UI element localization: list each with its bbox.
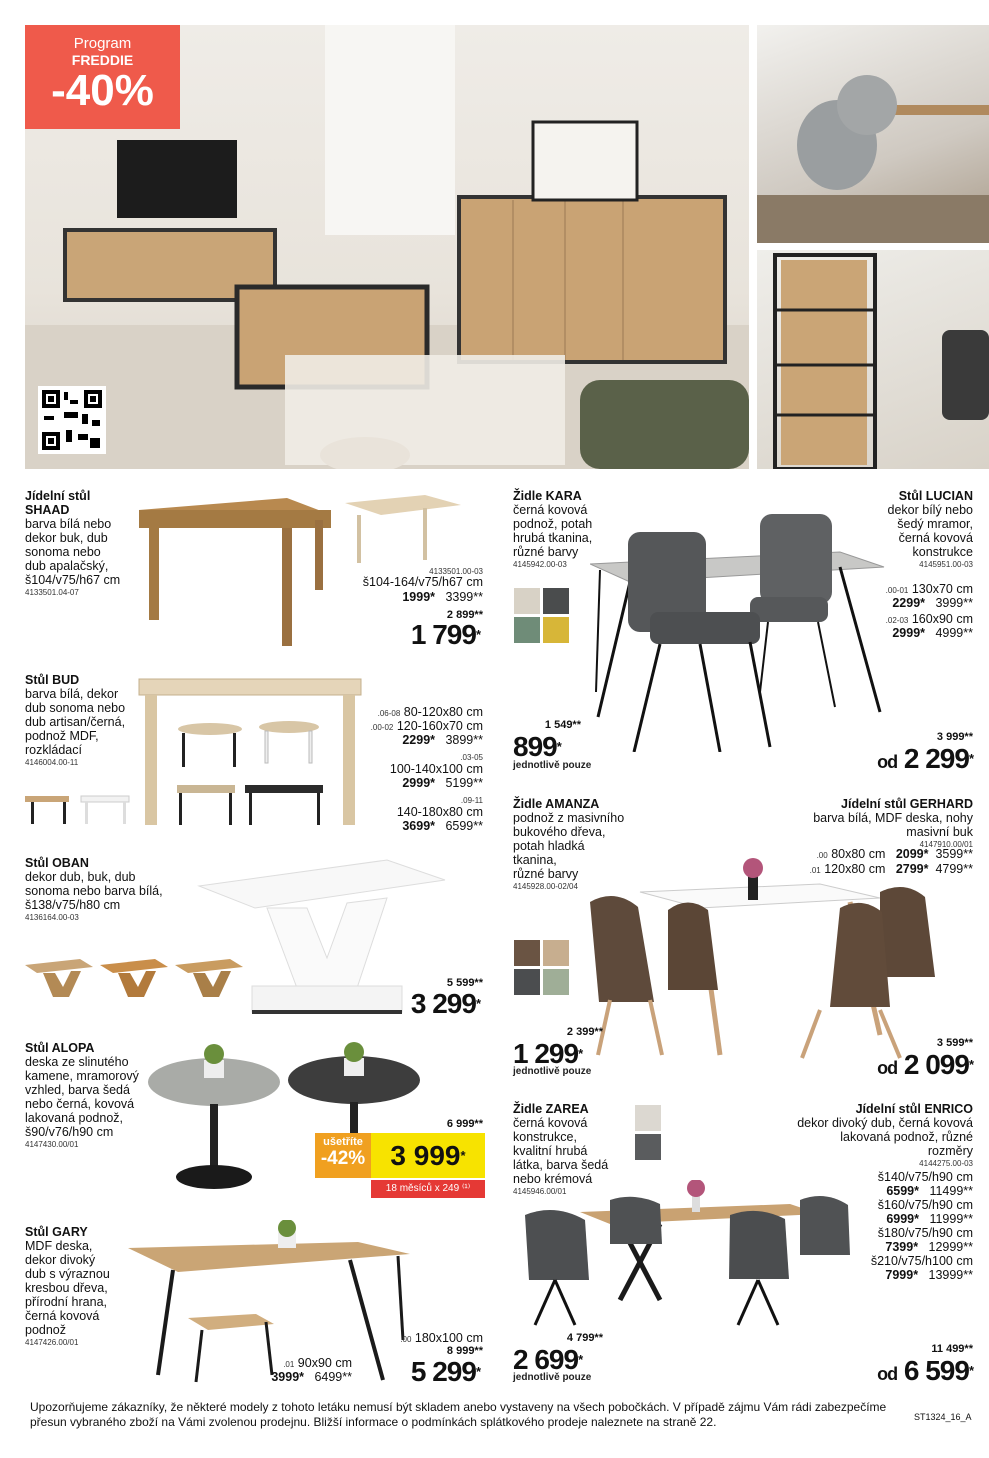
qr-code-icon	[42, 390, 102, 450]
amanza-gerhard-image	[580, 850, 950, 1060]
oban-variants-image	[25, 955, 250, 1005]
product-desc: dekor dub, buk, dub sonoma nebo barva bílá, š138/v75/h80 cm	[25, 870, 163, 912]
kara-note: jednotlivě pouze	[513, 760, 592, 771]
bud-code-3: .03-05	[460, 753, 483, 762]
product-title: Stůl GARY	[25, 1225, 88, 1239]
enrico-price-4: 7999* 13999**	[885, 1268, 973, 1282]
amanza-old-price: 2 399**	[566, 1026, 603, 1038]
zarea-old-price: 4 799**	[566, 1332, 603, 1344]
chairs-photo	[757, 25, 989, 243]
product-desc: podnož z masivního bukového dřeva, potah hladká tkanina, různé barvy	[513, 811, 625, 881]
product-desc: barva bílá, MDF deska, nohy masivní buk	[813, 811, 973, 839]
color-swatch[interactable]	[543, 940, 569, 966]
badge-program: Program	[73, 35, 132, 52]
product-title: Stůl ALOPA	[25, 1041, 95, 1055]
lucian-size-1: .00-01 130x70 cm	[885, 582, 973, 596]
amanza-note: jednotlivě pouze	[513, 1066, 592, 1077]
product-title: Jídelní stůl SHAAD	[25, 489, 91, 517]
bud-size-2: .00-02 120-160x70 cm	[370, 719, 483, 733]
shaad-size2: š104-164/v75/h67 cm	[362, 575, 483, 589]
product-code: 4133501.04-07	[25, 588, 79, 597]
bud-size-4: 140-180x80 cm	[396, 805, 483, 819]
bud-code-4: .09-11	[460, 796, 483, 805]
color-swatch[interactable]	[543, 617, 569, 643]
product-title: Židle AMANZA	[513, 797, 600, 811]
color-swatch[interactable]	[635, 1105, 661, 1131]
color-swatch[interactable]	[514, 588, 540, 614]
zarea-note: jednotlivě pouze	[513, 1372, 592, 1383]
bud-size-1: .06-08 80-120x80 cm	[377, 705, 483, 719]
product-code: 4147430.00/01	[25, 1140, 79, 1149]
enrico-price: od 6 599*	[877, 1355, 973, 1386]
shaad-extended-image	[345, 493, 463, 565]
color-swatch[interactable]	[514, 617, 540, 643]
product-code: 4145942.00-03	[513, 560, 567, 569]
enrico-old-price: 11 499**	[931, 1343, 973, 1355]
gerhard-row-2: .01 120x80 cm 2799* 4799**	[809, 862, 973, 876]
zarea-price: 2 699*	[513, 1344, 583, 1375]
shaad-code2: 4133501.00-03	[429, 567, 483, 576]
enrico-price-1: 6599* 11499**	[886, 1184, 973, 1198]
color-swatch[interactable]	[514, 940, 540, 966]
alopa-old-price: 6 999**	[446, 1118, 483, 1130]
bud-price-4: 3699* 6599**	[402, 819, 483, 833]
product-gerhard	[760, 797, 973, 850]
color-swatch[interactable]	[635, 1134, 661, 1160]
lucian-price-1: 2299* 3999**	[892, 596, 973, 610]
oban-price: 3 299*	[410, 988, 480, 1019]
installment-badge: 18 měsíců x 249 ⁽¹⁾	[371, 1180, 485, 1198]
product-desc: barva bílá, dekor dub sonoma nebo dub artisan/černá, podnož MDF, rozkládací	[25, 687, 126, 757]
product-code: 4136164.00-03	[25, 913, 79, 922]
gary-price-1: 3999* 6499**	[271, 1370, 352, 1384]
bud-price-3: 2999* 5199**	[402, 776, 483, 790]
color-swatch[interactable]	[543, 969, 569, 995]
lucian-size-2: .02-03 160x90 cm	[885, 612, 973, 626]
product-code: 4145928.00-02/04	[513, 882, 578, 891]
product-bud	[25, 673, 137, 768]
page-code: ST1324_16_A	[914, 1412, 972, 1422]
product-shaad	[25, 489, 137, 598]
product-code: 4147910.00/01	[919, 840, 973, 849]
color-swatch[interactable]	[514, 969, 540, 995]
gerhard-old-price: 3 599**	[936, 1037, 973, 1049]
footer-disclaimer: Upozorňujeme zákazníky, že některé modely z tohoto letáku nemusí být skladem anebo vystaveny na všech pobočkách. V případě zájmu Vám rádi zabezpečíme přesun vybraného zboží na Vámi zvolenou prodejnu. Bližší informace o podmínkách splátkového prodeje naleznete na straně 22.	[30, 1400, 887, 1429]
product-code: 4145946.00/01	[513, 1187, 567, 1196]
bud-size-3: 100-140x100 cm	[389, 762, 483, 776]
promo-badge	[25, 25, 180, 129]
product-desc: dekor divoký dub, černá kovová lakovaná podnož, různé rozměry	[797, 1116, 973, 1158]
oban-old-price: 5 599**	[446, 977, 483, 989]
lucian-price-2: 2999* 4999**	[892, 626, 973, 640]
product-code: 4145951.00-03	[919, 560, 973, 569]
gary-price: 5 299*	[410, 1356, 480, 1387]
product-desc: MDF deska, dekor divoký dub s výraznou kresbou dřeva, přírodní hrana, černá kovová podnož	[25, 1239, 110, 1337]
product-alopa	[25, 1041, 155, 1150]
zarea-enrico-image	[520, 1180, 865, 1330]
product-code: 4147426.00/01	[25, 1338, 79, 1347]
product-desc: deska ze slinutého kamene, mramorový vzhled, barva šedá nebo černá, kovová lakovaná podnož, š90/v76/h90 cm	[25, 1055, 139, 1139]
enrico-size-4: š210/v75/h100 cm	[870, 1254, 973, 1268]
gerhard-row-1: .00 80x80 cm 2099* 3599**	[816, 847, 973, 861]
gary-old-price: 8 999**	[446, 1345, 483, 1357]
product-lucian	[820, 489, 973, 570]
product-title: Stůl BUD	[25, 673, 80, 687]
lucian-price: od 2 299*	[877, 743, 973, 774]
gary-size-2: .00 180x100 cm	[400, 1331, 483, 1345]
enrico-price-3: 7399* 12999**	[885, 1240, 973, 1254]
product-desc: černá kovová podnož, potah hrubá tkanina, různé barvy	[513, 503, 593, 559]
shaad-price: 1 799*	[410, 619, 480, 650]
shaad-old-price: 2 899**	[446, 609, 483, 621]
product-title: Židle KARA	[513, 489, 582, 503]
gary-size-1: .01 90x90 cm	[283, 1356, 352, 1370]
shelf-photo	[757, 250, 989, 469]
product-code: 4144275.00-03	[919, 1159, 973, 1168]
save-badge: ušetříte -42%	[315, 1133, 371, 1178]
product-desc: barva bílá nebo dekor buk, dub sonoma nebo dub apalačský, š104/v75/h67 cm	[25, 517, 121, 587]
enrico-size-2: š160/v75/h90 cm	[877, 1198, 973, 1212]
product-title: Stůl OBAN	[25, 856, 89, 870]
kara-old-price: 1 549**	[544, 719, 581, 731]
product-title: Židle ZAREA	[513, 1102, 589, 1116]
badge-discount: -40%	[51, 66, 154, 115]
shaad-size2-price: 1999* 3399**	[402, 590, 483, 604]
gerhard-price: od 2 099*	[877, 1049, 973, 1080]
product-oban	[25, 856, 200, 923]
bud-variants-image	[25, 794, 133, 826]
product-desc: dekor bílý nebo šedý mramor, černá kovová konstrukce	[887, 503, 973, 559]
shaad-table-image	[137, 490, 332, 650]
enrico-price-2: 6999* 11999**	[886, 1212, 973, 1226]
kara-price: 899*	[513, 731, 561, 762]
bud-price-2: 2299* 3899**	[402, 733, 483, 747]
color-swatch[interactable]	[543, 588, 569, 614]
product-enrico	[760, 1102, 973, 1169]
product-code: 4146004.00-11	[25, 758, 79, 767]
product-title: Jídelní stůl GERHARD	[841, 797, 973, 811]
enrico-size-1: š140/v75/h90 cm	[877, 1170, 973, 1184]
alopa-price: 3 999*	[371, 1133, 485, 1178]
product-title: Jídelní stůl ENRICO	[855, 1102, 973, 1116]
product-desc: černá kovová konstrukce, kvalitní hrubá látka, barva šedá nebo krémová	[513, 1116, 609, 1186]
badge-name: FREDDIE	[71, 52, 134, 68]
amanza-price: 1 299*	[513, 1038, 583, 1069]
qr-code[interactable]	[38, 386, 106, 454]
product-title: Stůl LUCIAN	[898, 489, 973, 503]
product-gary	[25, 1225, 135, 1348]
lucian-old-price: 3 999**	[936, 731, 973, 743]
enrico-size-3: š180/v75/h90 cm	[877, 1226, 973, 1240]
bud-table-image	[137, 677, 367, 829]
